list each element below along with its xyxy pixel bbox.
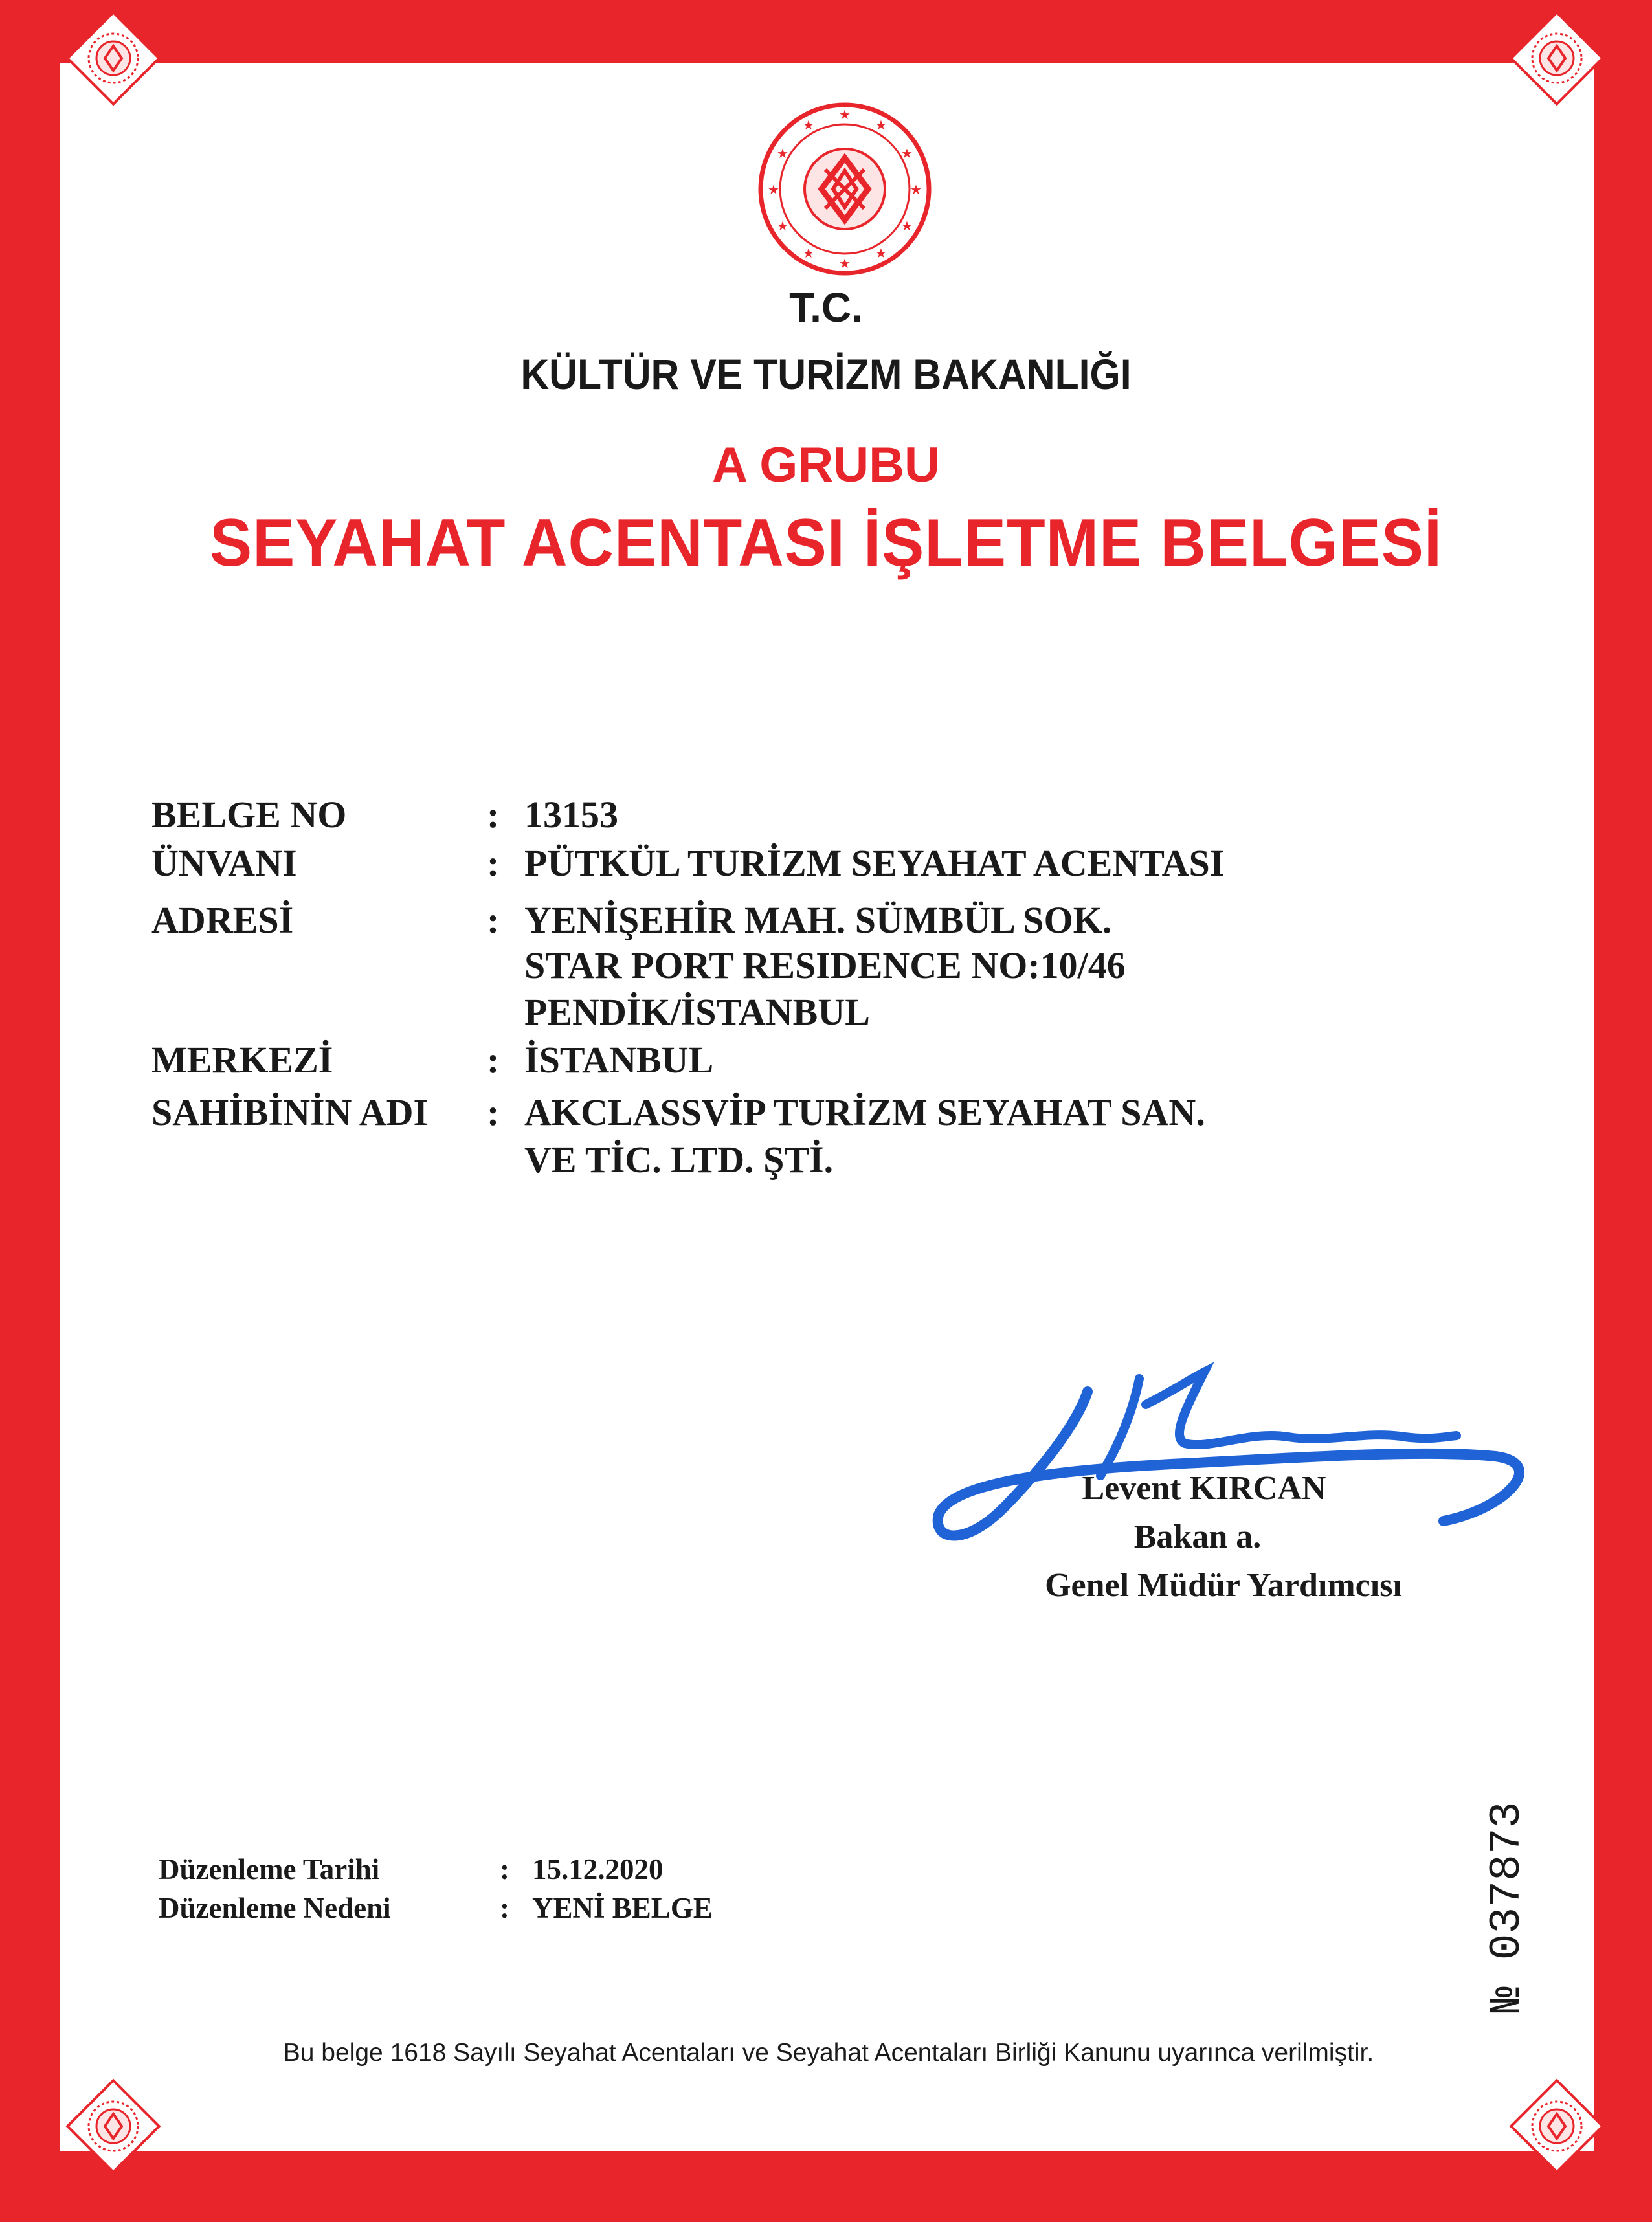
svg-text:★: ★ xyxy=(777,146,788,161)
certificate-title: SEYAHAT ACENTASI İŞLETME BELGESİ xyxy=(209,506,1443,581)
corner-ornament-icon xyxy=(65,2078,162,2175)
svg-text:★: ★ xyxy=(910,182,922,197)
colon: : xyxy=(487,794,500,836)
issue-reason-label: Düzenleme Nedeni xyxy=(159,1892,391,1924)
svg-text:★: ★ xyxy=(803,245,814,261)
colon: : xyxy=(487,899,500,941)
adresi-line-2: STAR PORT RESIDENCE NO:10/46 xyxy=(524,944,1126,986)
svg-text:★: ★ xyxy=(839,107,851,122)
signatory-name: Levent KIRCAN xyxy=(1082,1470,1326,1507)
merkezi-value: İSTANBUL xyxy=(524,1039,714,1081)
colon: : xyxy=(487,842,500,884)
serial-number: № 037873 xyxy=(1482,1801,1532,2013)
unvani-label: ÜNVANI xyxy=(151,842,297,884)
corner-ornament-icon xyxy=(65,10,162,107)
adresi-label: ADRESİ xyxy=(151,899,294,941)
group-heading: A GRUBU xyxy=(712,438,940,493)
issue-reason-value: YENİ BELGE xyxy=(532,1892,713,1924)
colon: : xyxy=(487,1039,500,1081)
svg-text:★: ★ xyxy=(777,218,788,234)
belge-no-label: BELGE NO xyxy=(151,794,347,836)
signatory-role: Bakan a. xyxy=(1133,1518,1262,1555)
colon: : xyxy=(500,1853,509,1885)
ministry-heading: KÜLTÜR VE TURİZM BAKANLIĞI xyxy=(520,350,1132,398)
corner-ornament-icon xyxy=(1508,2078,1605,2175)
svg-text:★: ★ xyxy=(875,117,887,133)
svg-text:★: ★ xyxy=(839,256,851,271)
issue-date-value: 15.12.2020 xyxy=(532,1853,664,1885)
sahibi-line-2: VE TİC. LTD. ŞTİ. xyxy=(524,1139,834,1181)
svg-text:★: ★ xyxy=(803,117,814,133)
merkezi-label: MERKEZİ xyxy=(151,1039,333,1081)
adresi-line-3: PENDİK/İSTANBUL xyxy=(524,991,870,1033)
issue-date-label: Düzenleme Tarihi xyxy=(159,1853,380,1885)
unvani-value: PÜTKÜL TURİZM SEYAHAT ACENTASI xyxy=(524,842,1225,884)
sahibi-label: SAHİBİNİN ADI xyxy=(151,1091,429,1133)
colon: : xyxy=(487,1091,500,1133)
svg-text:★: ★ xyxy=(901,218,913,234)
svg-text:★: ★ xyxy=(875,245,887,261)
country-heading: T.C. xyxy=(789,284,863,331)
svg-text:★: ★ xyxy=(901,146,913,161)
ministry-emblem-icon xyxy=(754,98,935,280)
belge-no-value: 13153 xyxy=(524,794,618,836)
svg-text:★: ★ xyxy=(768,182,779,197)
adresi-line-1: YENİŞEHİR MAH. SÜMBÜL SOK. xyxy=(524,899,1112,941)
signatory-title: Genel Müdür Yardımcısı xyxy=(1045,1567,1402,1604)
corner-ornament-icon xyxy=(1508,10,1605,107)
legal-footer: Bu belge 1618 Sayılı Seyahat Acentaları ve Seyahat Acentaları Birliği Kanunu uyarınca verilmiştir. xyxy=(283,2039,1374,2067)
sahibi-line-1: AKCLASSVİP TURİZM SEYAHAT SAN. xyxy=(524,1091,1205,1133)
colon: : xyxy=(500,1892,509,1924)
